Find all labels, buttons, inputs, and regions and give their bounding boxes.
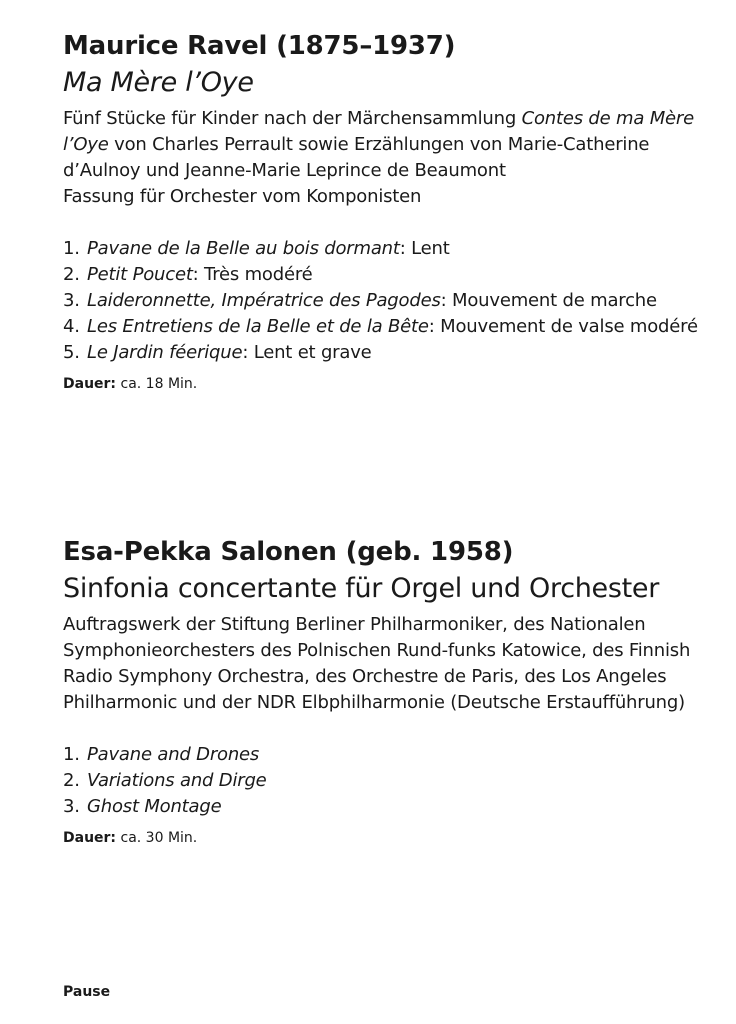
movement-list — [63, 236, 703, 366]
movement-tempo: : Lent et grave — [242, 342, 372, 363]
movement-tempo: : Très modéré — [192, 264, 313, 285]
composer-heading: Maurice Ravel (1875–1937) — [63, 31, 456, 61]
composer-heading: Esa-Pekka Salonen (geb. 1958) — [63, 537, 514, 567]
movement-item — [63, 742, 703, 768]
movement-item — [63, 236, 703, 262]
pause-label: Pause — [63, 984, 111, 1000]
description-emphasis: Contes de ma Mère l’Oye — [63, 108, 695, 155]
movement-item — [63, 262, 703, 288]
movement-title: Les Entretiens de la Belle et de la Bête — [87, 316, 429, 337]
movement-title: Le Jardin féerique — [87, 342, 243, 363]
work-title: Ma Mère l’Oye — [63, 67, 254, 98]
movement-title: Pavane de la Belle au bois dormant — [87, 238, 400, 259]
movement-item — [63, 288, 703, 314]
movement-title: Variations and Dirge — [87, 770, 267, 791]
movement-tempo: : Mouvement de marche — [440, 290, 657, 311]
duration-value: ca. 18 Min. — [116, 376, 198, 392]
description-text: Fünf Stücke für Kinder nach der Märchensammlung — [63, 108, 522, 129]
version-note: Fassung für Orchester vom Komponisten — [63, 186, 422, 207]
movement-tempo: : Mouvement de valse modéré — [428, 316, 698, 337]
movement-number: 2. — [63, 770, 80, 791]
ravel-section — [63, 28, 703, 394]
movement-number: 3. — [63, 796, 80, 817]
description-text: von Charles Perrault sowie Erzählungen von Marie-Catherine d’Aulnoy und Jeanne-Marie Leprince de Beaumont — [63, 134, 650, 181]
movement-item — [63, 768, 703, 794]
salonen-section — [63, 534, 703, 848]
movement-title: Ghost Montage — [87, 796, 222, 817]
movement-number: 1. — [63, 238, 80, 259]
movement-number: 2. — [63, 264, 80, 285]
duration-label: Dauer: — [63, 830, 117, 846]
movement-title: Pavane and Drones — [87, 744, 260, 765]
movement-number: 1. — [63, 744, 80, 765]
movement-number: 5. — [63, 342, 80, 363]
work-description — [63, 106, 703, 210]
movement-item — [63, 314, 703, 340]
movement-number: 4. — [63, 316, 80, 337]
movement-number: 3. — [63, 290, 80, 311]
duration — [63, 374, 703, 394]
movement-list — [63, 742, 703, 820]
movement-title: Laideronnette, Impératrice des Pagodes — [87, 290, 441, 311]
duration-label: Dauer: — [63, 376, 117, 392]
movement-title: Petit Poucet — [87, 264, 193, 285]
movement-tempo: : Lent — [399, 238, 450, 259]
work-title: Sinfonia concertante für Orgel und Orchester — [63, 573, 660, 604]
duration — [63, 828, 703, 848]
movement-item — [63, 794, 703, 820]
work-description: Auftragswerk der Stiftung Berliner Philharmoniker, des Nationalen Symphonieorchesters des Polnischen Rund-funks Katowice, des Finnish Radio Symphony Orchestra, des Orchestre de Paris, des Los Angeles Philharmonic und der NDR Elbphilharmonie (Deutsche Erstaufführung) — [63, 614, 691, 713]
duration-value: ca. 30 Min. — [116, 830, 198, 846]
movement-item — [63, 340, 703, 366]
